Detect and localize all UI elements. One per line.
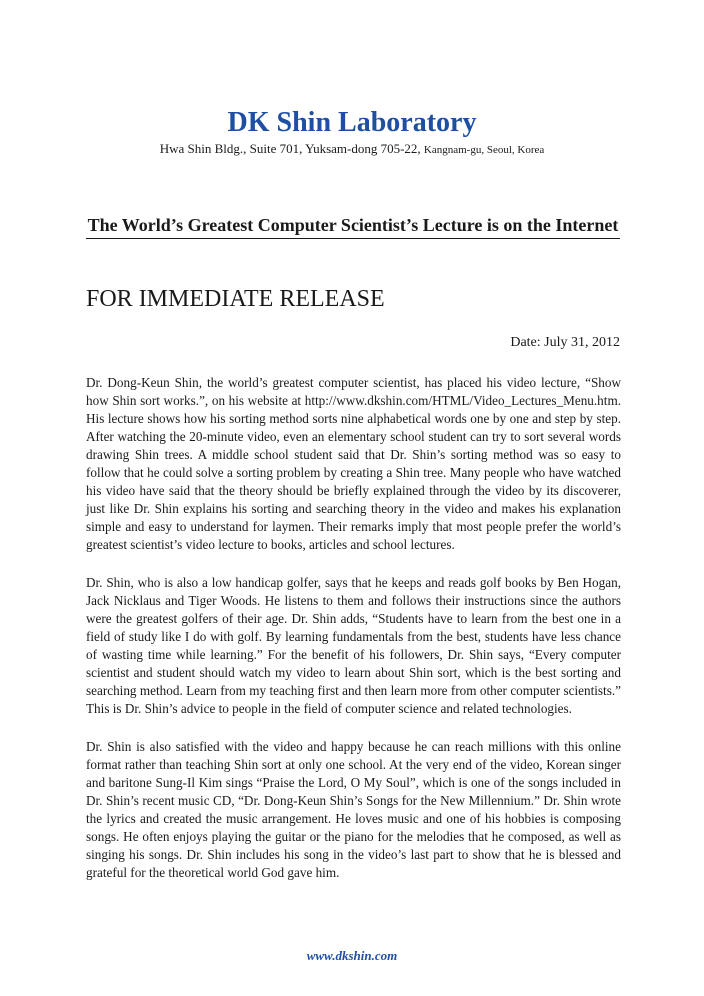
paragraph: Dr. Shin, who is also a low handicap golfer, says that he keeps and reads golf books by Ben Hogan, Jack Nicklaus and Tiger Woods. He listens to them and follows their instructions since the authors were the greatest golfers of their age. Dr. Shin adds, “Students have to learn from the best one in a field of study like I do with golf. By learning fundamentals from the best, students have less chance of wasting time while learning.” For the benefit of his followers, Dr. Shin says, “Every computer scientist and student should watch my video to learn about Shin sort, which is the best sorting and searching method. Learn from my teaching first and then learn more from other computer scientists.” This is Dr. Shin’s advice to people in the field of computer science and related technologies. (86, 575, 621, 716)
lab-address (0, 141, 704, 158)
paragraph: Dr. Dong-Keun Shin, the world’s greatest computer scientist, has placed his video lecture, “Show how Shin sort works.”, on his website at http://www.dkshin.com/HTML/Video_Lectures_Menu.htm. His lecture shows how his sorting method sorts nine alphabetical words one by one and step by step. After watching the 20-minute video, even an elementary school student can try to sort several words drawing Shin trees. A middle school student said that Dr. Shin’s sorting method was so easy to follow that he could solve a sorting problem by creating a Shin tree. Many people who have watched his video have said that the theory should be briefly explained through the video by its discoverer, just like Dr. Shin explains his sorting and searching theory in the video and makes his explanation simple and easy to understand for laymen. Their remarks imply that most people prefer the world’s greatest scientist’s video lecture to books, articles and school lectures. (86, 375, 621, 552)
release-heading: FOR IMMEDIATE RELEASE (86, 286, 385, 312)
release-date: Date: July 31, 2012 (510, 335, 620, 350)
address-main: Hwa Shin Bldg., Suite 701, Yuksam-dong 705-22, (159, 141, 424, 156)
footer-website-link[interactable]: www.dkshin.com (306, 948, 398, 963)
headline: The World’s Greatest Computer Scientist’s Lecture is on the Internet (87, 215, 619, 235)
lab-title: DK Shin Laboratory (227, 107, 477, 138)
headline-underline (86, 238, 620, 239)
address-city: Kangnam-gu, Seoul, Korea (423, 144, 545, 156)
paragraph: Dr. Shin is also satisfied with the video and happy because he can reach millions with this online format rather than teaching Shin sort at only one school. At the very end of the video, Korean singer and baritone Sung-Il Kim sings “Praise the Lord, O My Soul”, which is one of the songs included in Dr. Shin’s recent music CD, “Dr. Dong-Keun Shin’s Songs for the New Millennium.” Dr. Shin wrote the lyrics and created the music arrangement. He loves music and one of his hobbies is composing songs. He often enjoys playing the guitar or the piano for the melodies that he composed, as well as singing his songs. Dr. Shin includes his song in the video’s last part to show that he is blessed and grateful for the theoretical world God gave him. (86, 739, 621, 880)
body-text (86, 374, 621, 902)
